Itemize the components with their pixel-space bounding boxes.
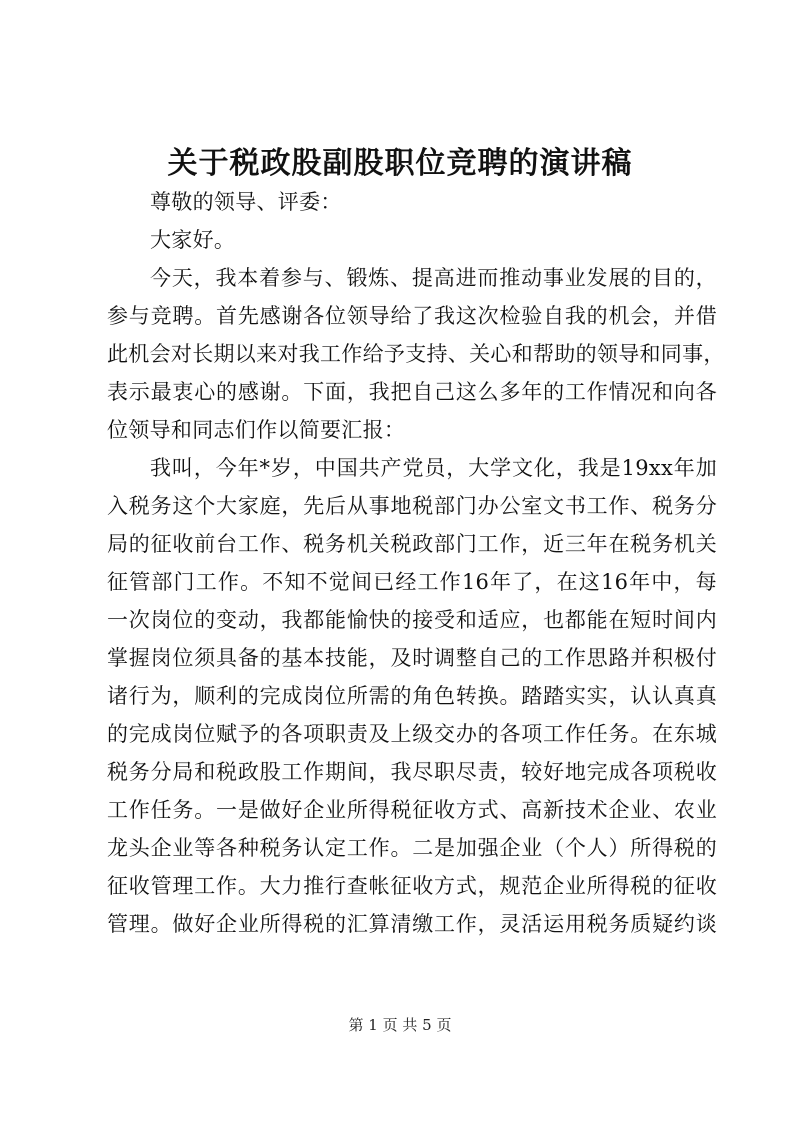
page-number-footer: 第 1 页 共 5 页 (348, 1016, 452, 1034)
paragraph-line: 大家好。 (150, 228, 236, 252)
paragraph-line: 掌握岗位须具备的基本技能，及时调整自己的工作思路并积极付 (107, 646, 717, 670)
paragraph-line: 入税务这个大家庭，先后从事地税部门办公室文书工作、税务分 (107, 494, 717, 518)
paragraph-line: 表示最衷心的感谢。下面，我把自己这么多年的工作情况和向各 (107, 380, 717, 404)
page-title: 关于税政股副股职位竞聘的演讲稿 (167, 146, 633, 181)
document-body (107, 183, 725, 943)
paragraph-line: 位领导和同志们作以简要汇报： (107, 418, 406, 442)
paragraph-line: 工作任务。一是做好企业所得税征收方式、高新技术企业、农业 (107, 798, 717, 822)
paragraph-line: 管理。做好企业所得税的汇算清缴工作，灵活运用税务质疑约谈 (107, 912, 717, 936)
paragraph-line: 征管部门工作。不知不觉间已经工作16年了，在这16年中，每 (107, 570, 717, 594)
paragraph-line: 此机会对长期以来对我工作给予支持、关心和帮助的领导和同事， (107, 342, 725, 366)
paragraph-line: 今天，我本着参与、锻炼、提高进而推动事业发展的目的， (150, 266, 717, 290)
paragraph-line: 征收管理工作。大力推行查帐征收方式，规范企业所得税的征收 (107, 874, 717, 898)
paragraph-line: 龙头企业等各种税务认定工作。二是加强企业（个人）所得税的 (107, 836, 717, 860)
paragraph-line: 参与竞聘。首先感谢各位领导给了我这次检验自我的机会，并借 (107, 304, 717, 328)
paragraph-line: 我叫，今年*岁，中国共产党员，大学文化，我是19xx年加 (150, 456, 717, 480)
paragraph-line: 诸行为，顺利的完成岗位所需的角色转换。踏踏实实，认认真真 (107, 684, 717, 708)
paragraph-line: 的完成岗位赋予的各项职责及上级交办的各项工作任务。在东城 (107, 722, 717, 746)
paragraph-line: 尊敬的领导、评委： (150, 190, 342, 214)
paragraph-line: 税务分局和税政股工作期间，我尽职尽责，较好地完成各项税收 (107, 760, 717, 784)
paragraph-line: 一次岗位的变动，我都能愉快的接受和适应，也都能在短时间内 (107, 608, 717, 632)
paragraph-line: 局的征收前台工作、税务机关税政部门工作，近三年在税务机关 (107, 532, 717, 556)
